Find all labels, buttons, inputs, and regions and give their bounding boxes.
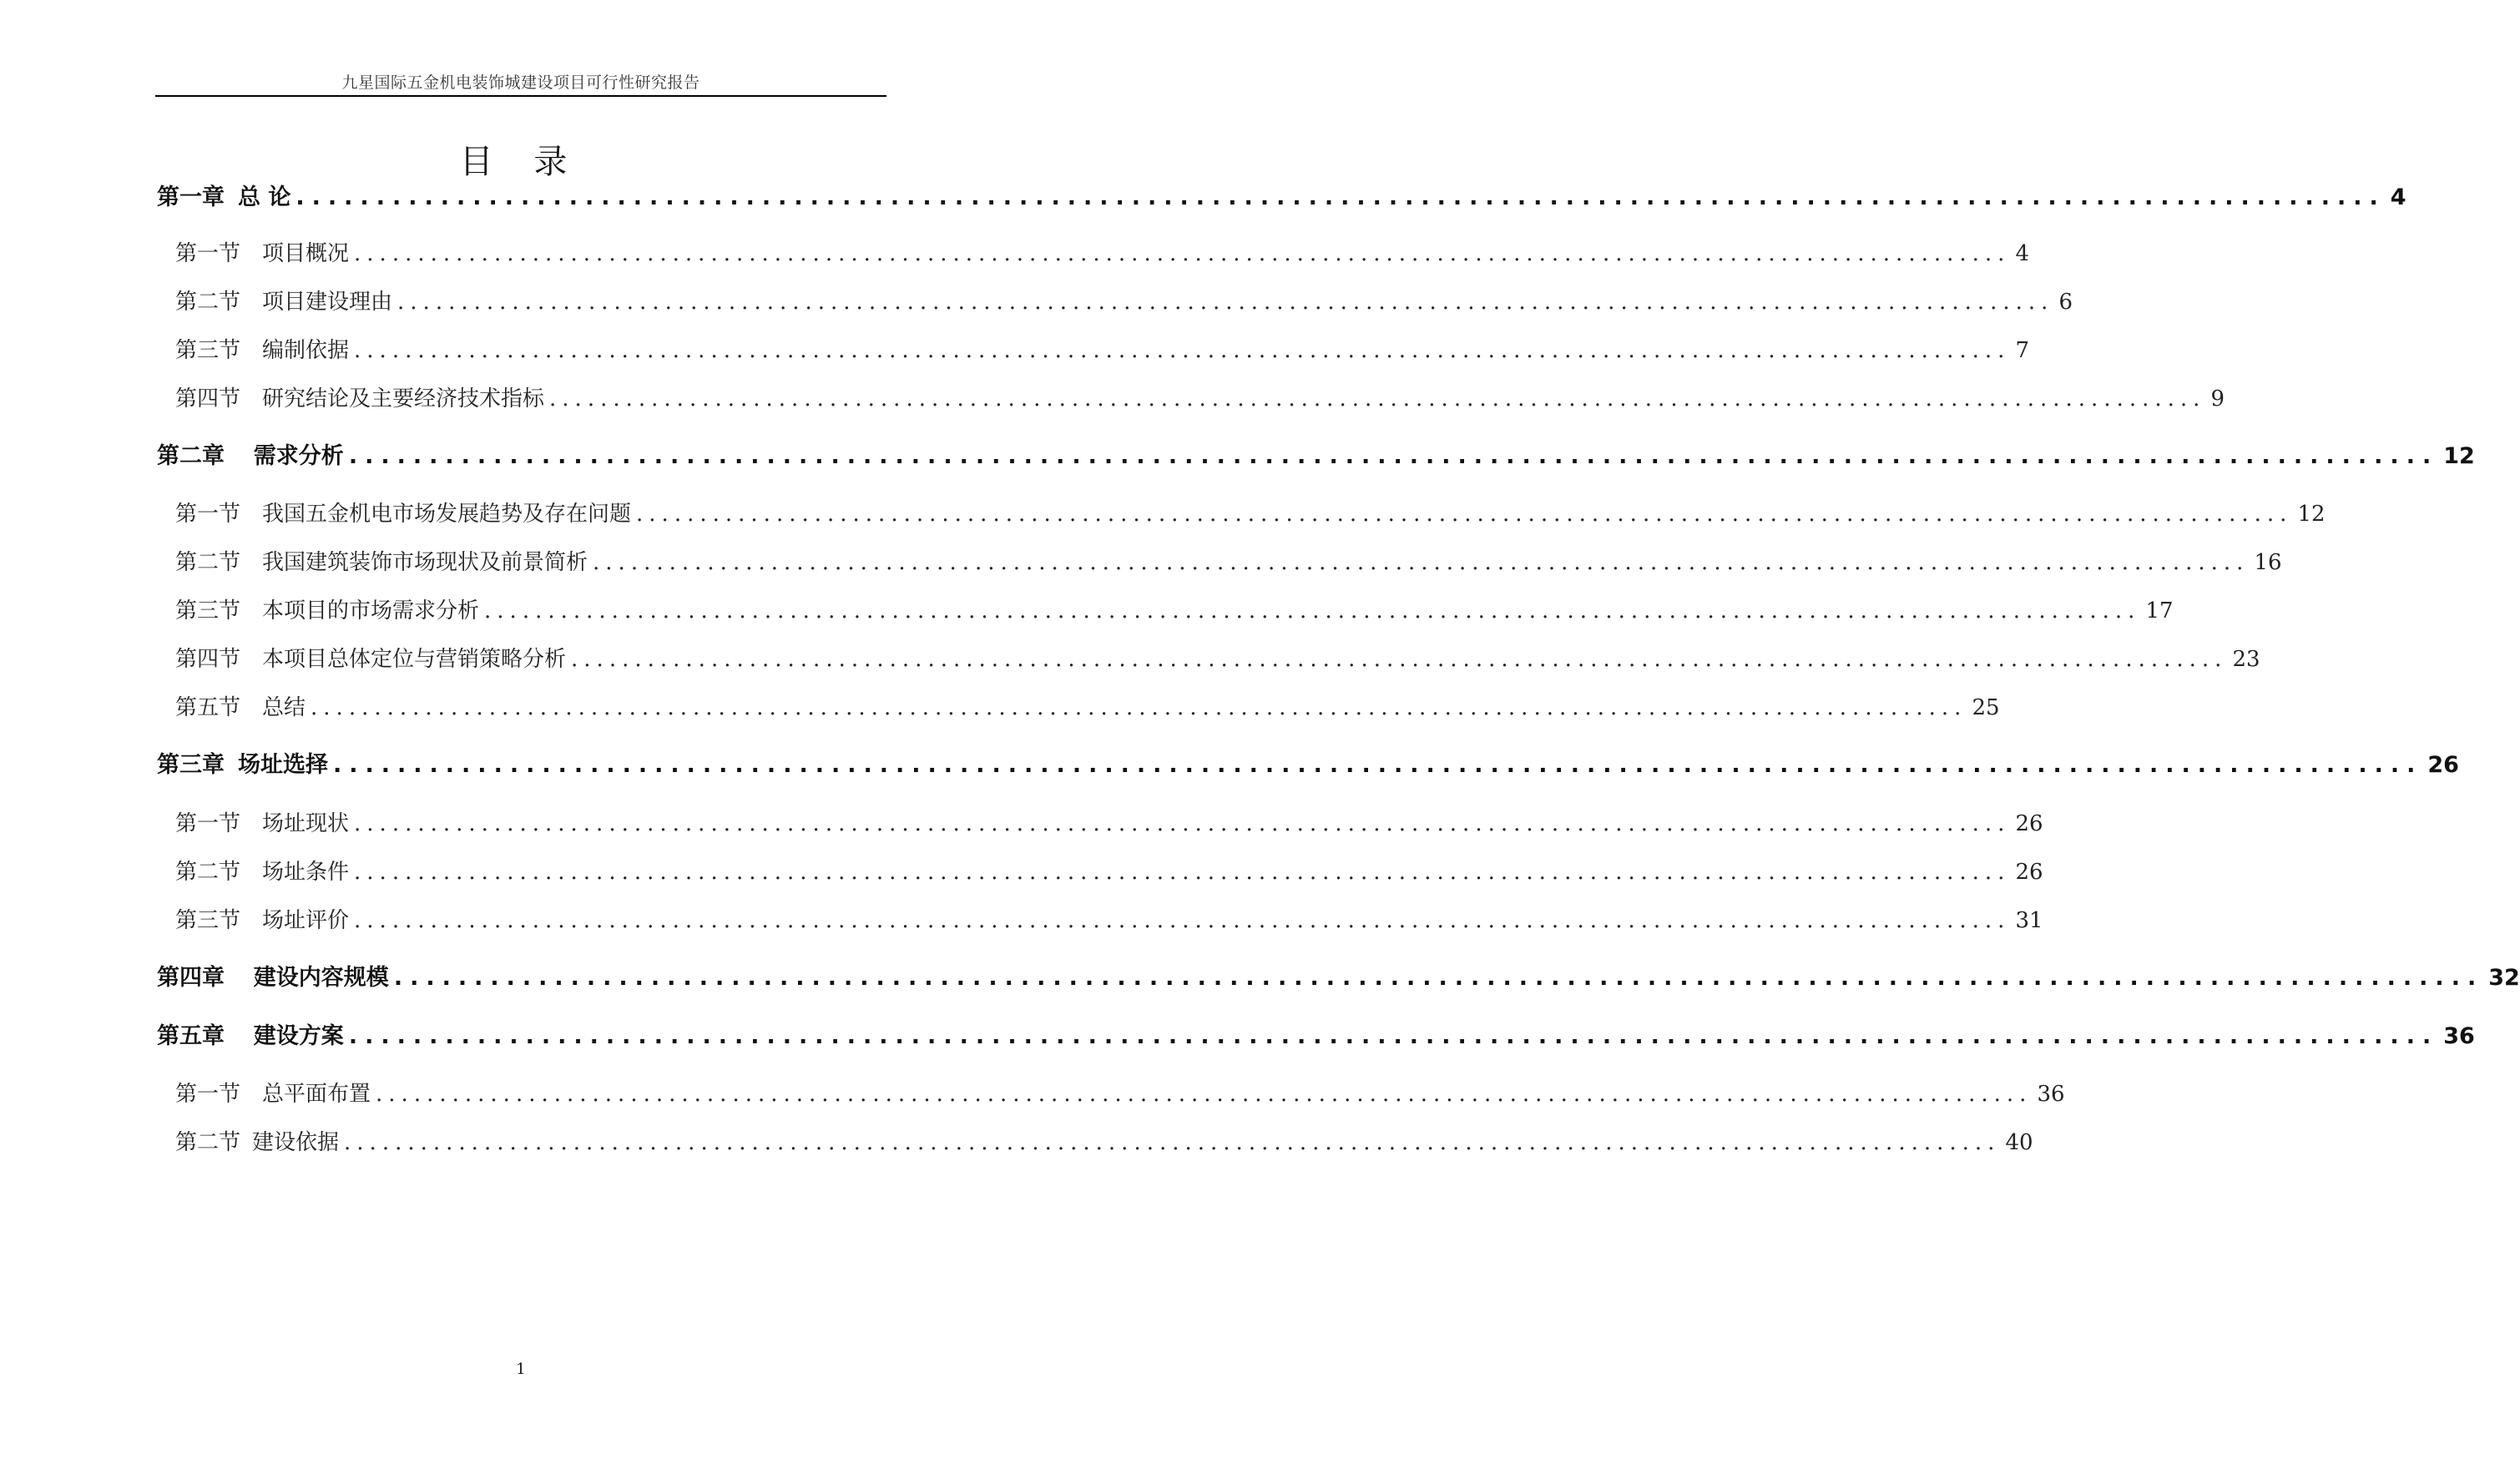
page-ref: 23 [2232, 647, 2260, 672]
dot-leader: .................................................................................................................................. [393, 965, 2484, 991]
chapter-title: 需求分析 [238, 443, 344, 469]
page-ref: 31 [2015, 908, 2043, 933]
page-ref: 25 [1972, 695, 2000, 720]
section-title: 总结 [262, 695, 306, 720]
chapter-number: 第一章 [157, 184, 225, 210]
section-number: 第四节 [175, 647, 241, 672]
toc-entry-label [157, 1020, 344, 1053]
dot-leader: .................................................................................................................................. [593, 550, 2250, 575]
section-number: 第三节 [175, 338, 241, 363]
chapter-title: 建设方案 [238, 1023, 344, 1049]
toc-entry-label [157, 962, 389, 995]
section-title: 场址评价 [262, 908, 350, 933]
toc-title: 目 录 [459, 143, 583, 181]
section-title: 建设依据 [252, 1130, 340, 1155]
toc-entry-label [175, 237, 349, 270]
dot-leader: .................................................................................................................................. [333, 752, 2423, 778]
section-number: 第四节 [175, 386, 241, 411]
toc-section-2-1[interactable] [175, 497, 2326, 531]
section-title: 我国建筑装饰市场现状及前景简析 [262, 550, 588, 575]
header-rule [155, 95, 886, 97]
dot-leader: .................................................................................................................................. [376, 1082, 2033, 1107]
section-title: 场址条件 [262, 860, 350, 885]
section-number: 第三节 [175, 908, 241, 933]
chapter-number: 第五章 [157, 1023, 225, 1049]
dot-leader: .................................................................................................................................. [354, 811, 2011, 836]
section-number: 第一节 [175, 241, 241, 266]
toc-chapter-4[interactable] [157, 962, 2520, 995]
page-ref: 32 [2488, 965, 2520, 991]
toc-chapter-5[interactable] [157, 1020, 2475, 1053]
section-number: 第二节 [175, 860, 241, 885]
toc-entry-label [157, 181, 290, 215]
dot-leader: .................................................................................................................................. [354, 908, 2011, 933]
section-title: 总平面布置 [262, 1082, 371, 1107]
toc-entry-label [157, 440, 344, 473]
page-ref: 4 [2390, 184, 2406, 210]
toc-section-3-1[interactable] [175, 807, 2043, 841]
page-ref: 6 [2058, 290, 2073, 315]
dot-leader: .................................................................................................................................. [344, 1130, 2001, 1155]
section-title: 场址现状 [262, 811, 350, 836]
page-ref: 26 [2015, 811, 2043, 836]
section-title: 项目概况 [262, 241, 350, 266]
toc-entry-label [157, 749, 328, 782]
page-ref: 4 [2015, 241, 2029, 266]
dot-leader: .................................................................................................................................. [484, 598, 2141, 623]
chapter-title: 建设内容规模 [238, 965, 389, 991]
dot-leader: .................................................................................................................................. [354, 860, 2011, 885]
dot-leader: .................................................................................................................................. [295, 184, 2386, 210]
dot-leader: .................................................................................................................................. [348, 443, 2439, 469]
toc-entry-label [175, 1126, 339, 1159]
toc-section-2-2[interactable] [175, 546, 2282, 579]
toc-entry-label [175, 807, 349, 841]
toc-entry-label [175, 497, 631, 531]
section-number: 第一节 [175, 502, 241, 527]
section-title: 我国五金机电市场发展趋势及存在问题 [262, 502, 632, 527]
dot-leader: .................................................................................................................................. [348, 1023, 2439, 1049]
page-ref: 26 [2427, 752, 2459, 778]
toc-section-2-3[interactable] [175, 594, 2174, 628]
toc-entry-label [175, 546, 588, 579]
chapter-title: 场址选择 [238, 752, 328, 778]
toc-section-3-2[interactable] [175, 856, 2043, 889]
section-number: 第二节 [175, 290, 241, 315]
toc-entry-label [175, 643, 566, 676]
section-title: 项目建设理由 [262, 290, 393, 315]
page-ref: 36 [2443, 1023, 2475, 1049]
dot-leader: .................................................................................................................................. [571, 647, 2228, 672]
dot-leader: .................................................................................................................................. [354, 241, 2011, 266]
toc-section-5-1[interactable] [175, 1078, 2065, 1111]
toc-entry-label [175, 594, 479, 628]
toc-entry-label [175, 334, 349, 367]
toc-section-1-3[interactable] [175, 334, 2029, 367]
page-ref: 36 [2037, 1082, 2065, 1107]
page-ref: 12 [2443, 443, 2475, 469]
toc-section-2-5[interactable] [175, 691, 2000, 724]
toc-section-5-2[interactable] [175, 1126, 2033, 1159]
section-number: 第二节 [175, 1130, 241, 1155]
dot-leader: .................................................................................................................................. [636, 502, 2293, 527]
chapter-number: 第三章 [157, 752, 225, 778]
section-title: 研究结论及主要经济技术指标 [262, 386, 545, 411]
dot-leader: .................................................................................................................................. [311, 695, 1967, 720]
toc-entry-label [175, 904, 349, 937]
section-number: 第二节 [175, 550, 241, 575]
toc-entry-label [175, 691, 306, 724]
section-number: 第三节 [175, 598, 241, 623]
toc-section-2-4[interactable] [175, 643, 2260, 676]
toc-chapter-3[interactable] [157, 749, 2459, 782]
dot-leader: .................................................................................................................................. [549, 386, 2206, 411]
section-title: 本项目总体定位与营销策略分析 [262, 647, 567, 672]
chapter-title: 总 论 [238, 184, 291, 210]
page-ref: 12 [2297, 502, 2326, 527]
dot-leader: .................................................................................................................................. [397, 290, 2054, 315]
page-ref: 9 [2210, 386, 2225, 411]
section-number: 第一节 [175, 1082, 241, 1107]
chapter-number: 第二章 [157, 443, 225, 469]
section-title: 编制依据 [262, 338, 350, 363]
toc-entry-label [175, 856, 349, 889]
section-number: 第一节 [175, 811, 241, 836]
toc-section-1-1[interactable] [175, 237, 2029, 270]
toc-section-1-4[interactable] [175, 382, 2225, 416]
toc-entry-label [175, 285, 392, 319]
page-ref: 26 [2015, 860, 2043, 885]
page-ref: 17 [2145, 598, 2174, 623]
dot-leader: .................................................................................................................................. [354, 338, 2011, 363]
page-number: 1 [516, 1361, 526, 1378]
chapter-number: 第四章 [157, 965, 225, 991]
toc-chapter-1[interactable] [157, 181, 2406, 215]
toc-section-3-3[interactable] [175, 904, 2043, 937]
toc-section-1-2[interactable] [175, 285, 2073, 319]
section-title: 本项目的市场需求分析 [262, 598, 480, 623]
running-header: 九星国际五金机电装饰城建设项目可行性研究报告 [341, 73, 700, 92]
toc-chapter-2[interactable] [157, 440, 2475, 473]
toc-entry-label [175, 382, 544, 416]
toc-entry-label [175, 1078, 371, 1111]
page-ref: 40 [2005, 1130, 2033, 1155]
section-number: 第五节 [175, 695, 241, 720]
page-ref: 7 [2015, 338, 2029, 363]
page-ref: 16 [2254, 550, 2282, 575]
